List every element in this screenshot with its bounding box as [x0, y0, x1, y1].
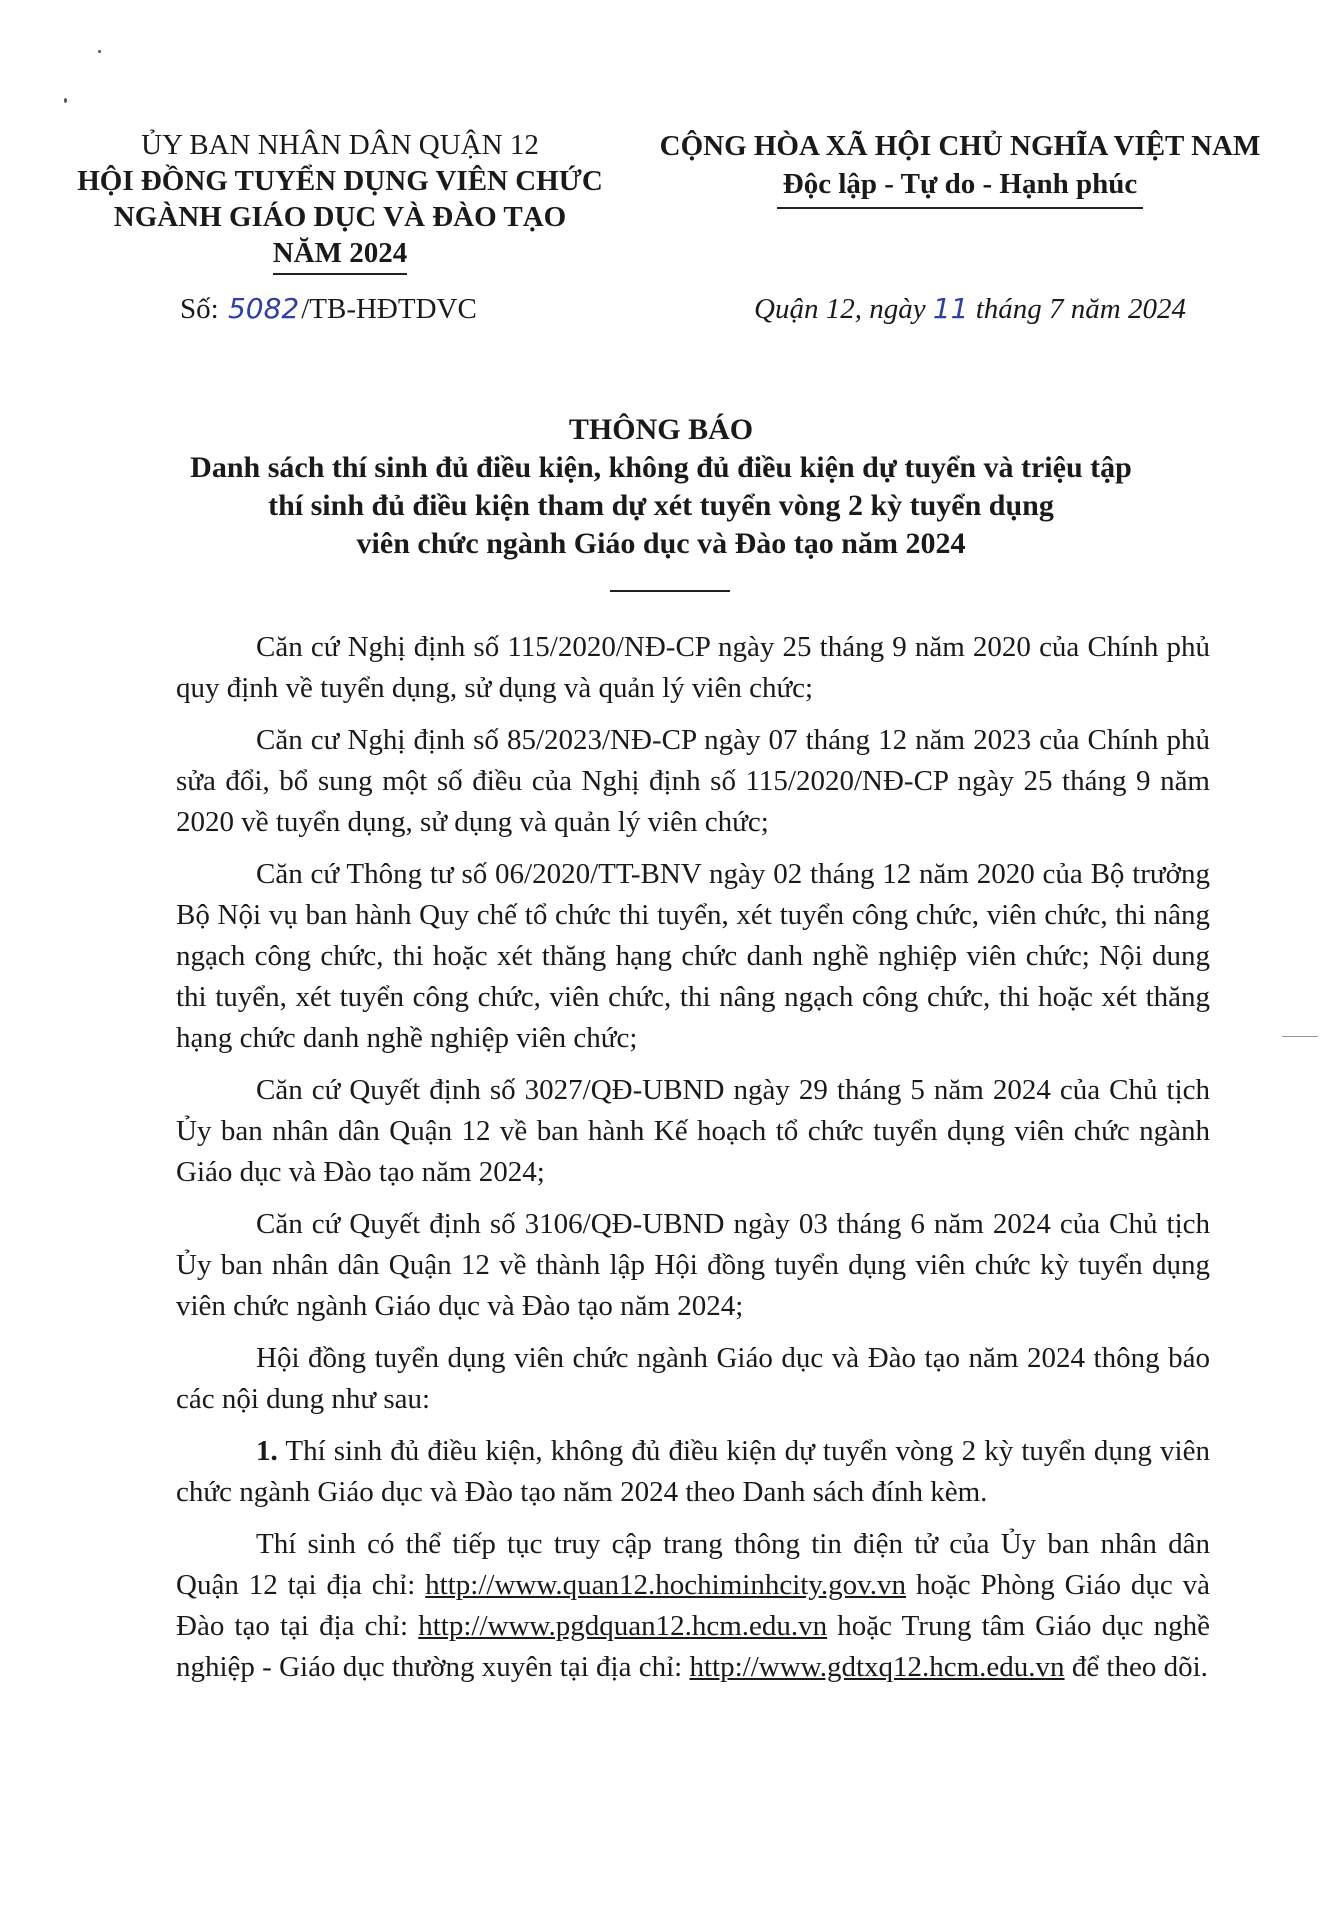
issuing-authority — [60, 127, 620, 275]
date-prefix: Quận 12, ngày — [754, 293, 926, 325]
scan-speck — [64, 98, 67, 103]
access-text-a: Thí sinh có thể tiếp tục truy cập trang thông tin điện tử của Ủy ban nhân dân Quận 12 tại địa chỉ: — [176, 1528, 1210, 1601]
paragraph-legal-basis-4: Căn cứ Quyết định số 3027/QĐ-UBND ngày 29 tháng 5 năm 2024 của Chủ tịch Ủy ban nhân dân Quận 12 về ban hành Kế hoạch tổ chức tuyển dụng viên chức ngành Giáo dục và Đào tạo năm 2024; — [176, 1074, 1210, 1188]
document-title: THÔNG BÁO — [568, 413, 754, 446]
link-quan12-portal[interactable]: http://www.quan12.hochiminhcity.gov.vn — [425, 1569, 907, 1601]
paragraph-announcement-intro: Hội đồng tuyển dụng viên chức ngành Giáo dục và Đào tạo năm 2024 thông báo các nội dung như sau: — [176, 1342, 1210, 1415]
paragraph-legal-basis-1: Căn cứ Nghị định số 115/2020/NĐ-CP ngày 25 tháng 9 năm 2020 của Chính phủ quy định về tuyển dụng, sử dụng và quản lý viên chức; — [176, 631, 1210, 704]
document-body — [176, 627, 1210, 1688]
item-number: 1. — [256, 1435, 278, 1467]
doc-number-suffix: /TB-HĐTDVC — [301, 293, 477, 325]
access-text-c: hoặc Trung tâm Giáo dục nghề nghiệp - Giáo dục thường xuyên tại địa chỉ: — [176, 1610, 1211, 1683]
national-motto: Độc lập - Tự do - Hạnh phúc — [777, 165, 1144, 209]
authority-line-3: NGÀNH GIÁO DỤC VÀ ĐÀO TẠO — [113, 201, 567, 233]
date-suffix: tháng 7 năm 2024 — [975, 293, 1186, 325]
national-heading — [630, 127, 1290, 209]
doc-number-handwritten: 5082 — [227, 292, 300, 325]
scan-edge-mark — [1282, 1036, 1318, 1037]
paragraph-legal-basis-3: Căn cứ Thông tư số 06/2020/TT-BNV ngày 02 tháng 12 năm 2020 của Bộ trưởng Bộ Nội vụ ban hành Quy chế tổ chức thi tuyển, xét tuyển công chức, viên chức, thi nâng ngạch công chức, thi hoặc xét thăng hạng chức danh nghề nghiệp viên chức; Nội dung thi tuyển, xét tuyển công chức, viên chức, thi nâng ngạch công chức, thi hoặc xét thăng hạng chức danh nghề nghiệp viên chức; — [176, 858, 1210, 1054]
paragraph-access-info — [176, 1524, 1210, 1688]
document-subtitle-3: viên chức ngành Giáo dục và Đào tạo năm 2024 — [356, 527, 966, 560]
document-date — [700, 292, 1240, 326]
link-pgd-quan12[interactable]: http://www.pgdquan12.hcm.edu.vn — [418, 1610, 828, 1642]
title-divider — [610, 590, 730, 592]
doc-number-prefix: Số: — [180, 293, 219, 325]
paragraph-item-1 — [176, 1431, 1210, 1513]
date-day-handwritten: 11 — [932, 292, 969, 325]
document-subtitle-2: thí sinh đủ điều kiện tham dự xét tuyển vòng 2 kỳ tuyển dụng — [268, 489, 1054, 522]
authority-line-4: NĂM 2024 — [273, 235, 408, 275]
republic-name: CỘNG HÒA XÃ HỘI CHỦ NGHĨA VIỆT NAM — [659, 130, 1261, 162]
authority-line-2: HỘI ĐỒNG TUYỂN DỤNG VIÊN CHỨC — [77, 165, 603, 197]
document-subtitle-1: Danh sách thí sinh đủ điều kiện, không đủ điều kiện dự tuyển và triệu tập — [190, 451, 1132, 484]
document-title-block — [60, 411, 1262, 563]
access-text-d: để theo dõi. — [1071, 1651, 1208, 1683]
document-number — [180, 292, 477, 326]
paragraph-legal-basis-5: Căn cứ Quyết định số 3106/QĐ-UBND ngày 03 tháng 6 năm 2024 của Chủ tịch Ủy ban nhân dân Quận 12 về thành lập Hội đồng tuyển dụng viên chức kỳ tuyển dụng viên chức ngành Giáo dục và Đào tạo năm 2024; — [176, 1208, 1210, 1322]
access-text-b: hoặc Phòng Giáo dục và Đào tạo tại địa chỉ: — [176, 1569, 1210, 1642]
authority-line-1: ỦY BAN NHÂN DÂN QUẬN 12 — [141, 129, 539, 161]
link-gdtx-q12[interactable]: http://www.gdtxq12.hcm.edu.vn — [689, 1651, 1065, 1683]
item-1-text: Thí sinh đủ điều kiện, không đủ điều kiện dự tuyển vòng 2 kỳ tuyển dụng viên chức ngành Giáo dục và Đào tạo năm 2024 theo Danh sách đính kèm. — [176, 1435, 1210, 1508]
scan-speck — [98, 50, 101, 53]
paragraph-legal-basis-2: Căn cư Nghị định số 85/2023/NĐ-CP ngày 07 tháng 12 năm 2023 của Chính phủ sửa đổi, bổ sung một số điều của Nghị định số 115/2020/NĐ-CP ngày 25 tháng 9 năm 2020 về tuyển dụng, sử dụng và quản lý viên chức; — [176, 724, 1210, 838]
